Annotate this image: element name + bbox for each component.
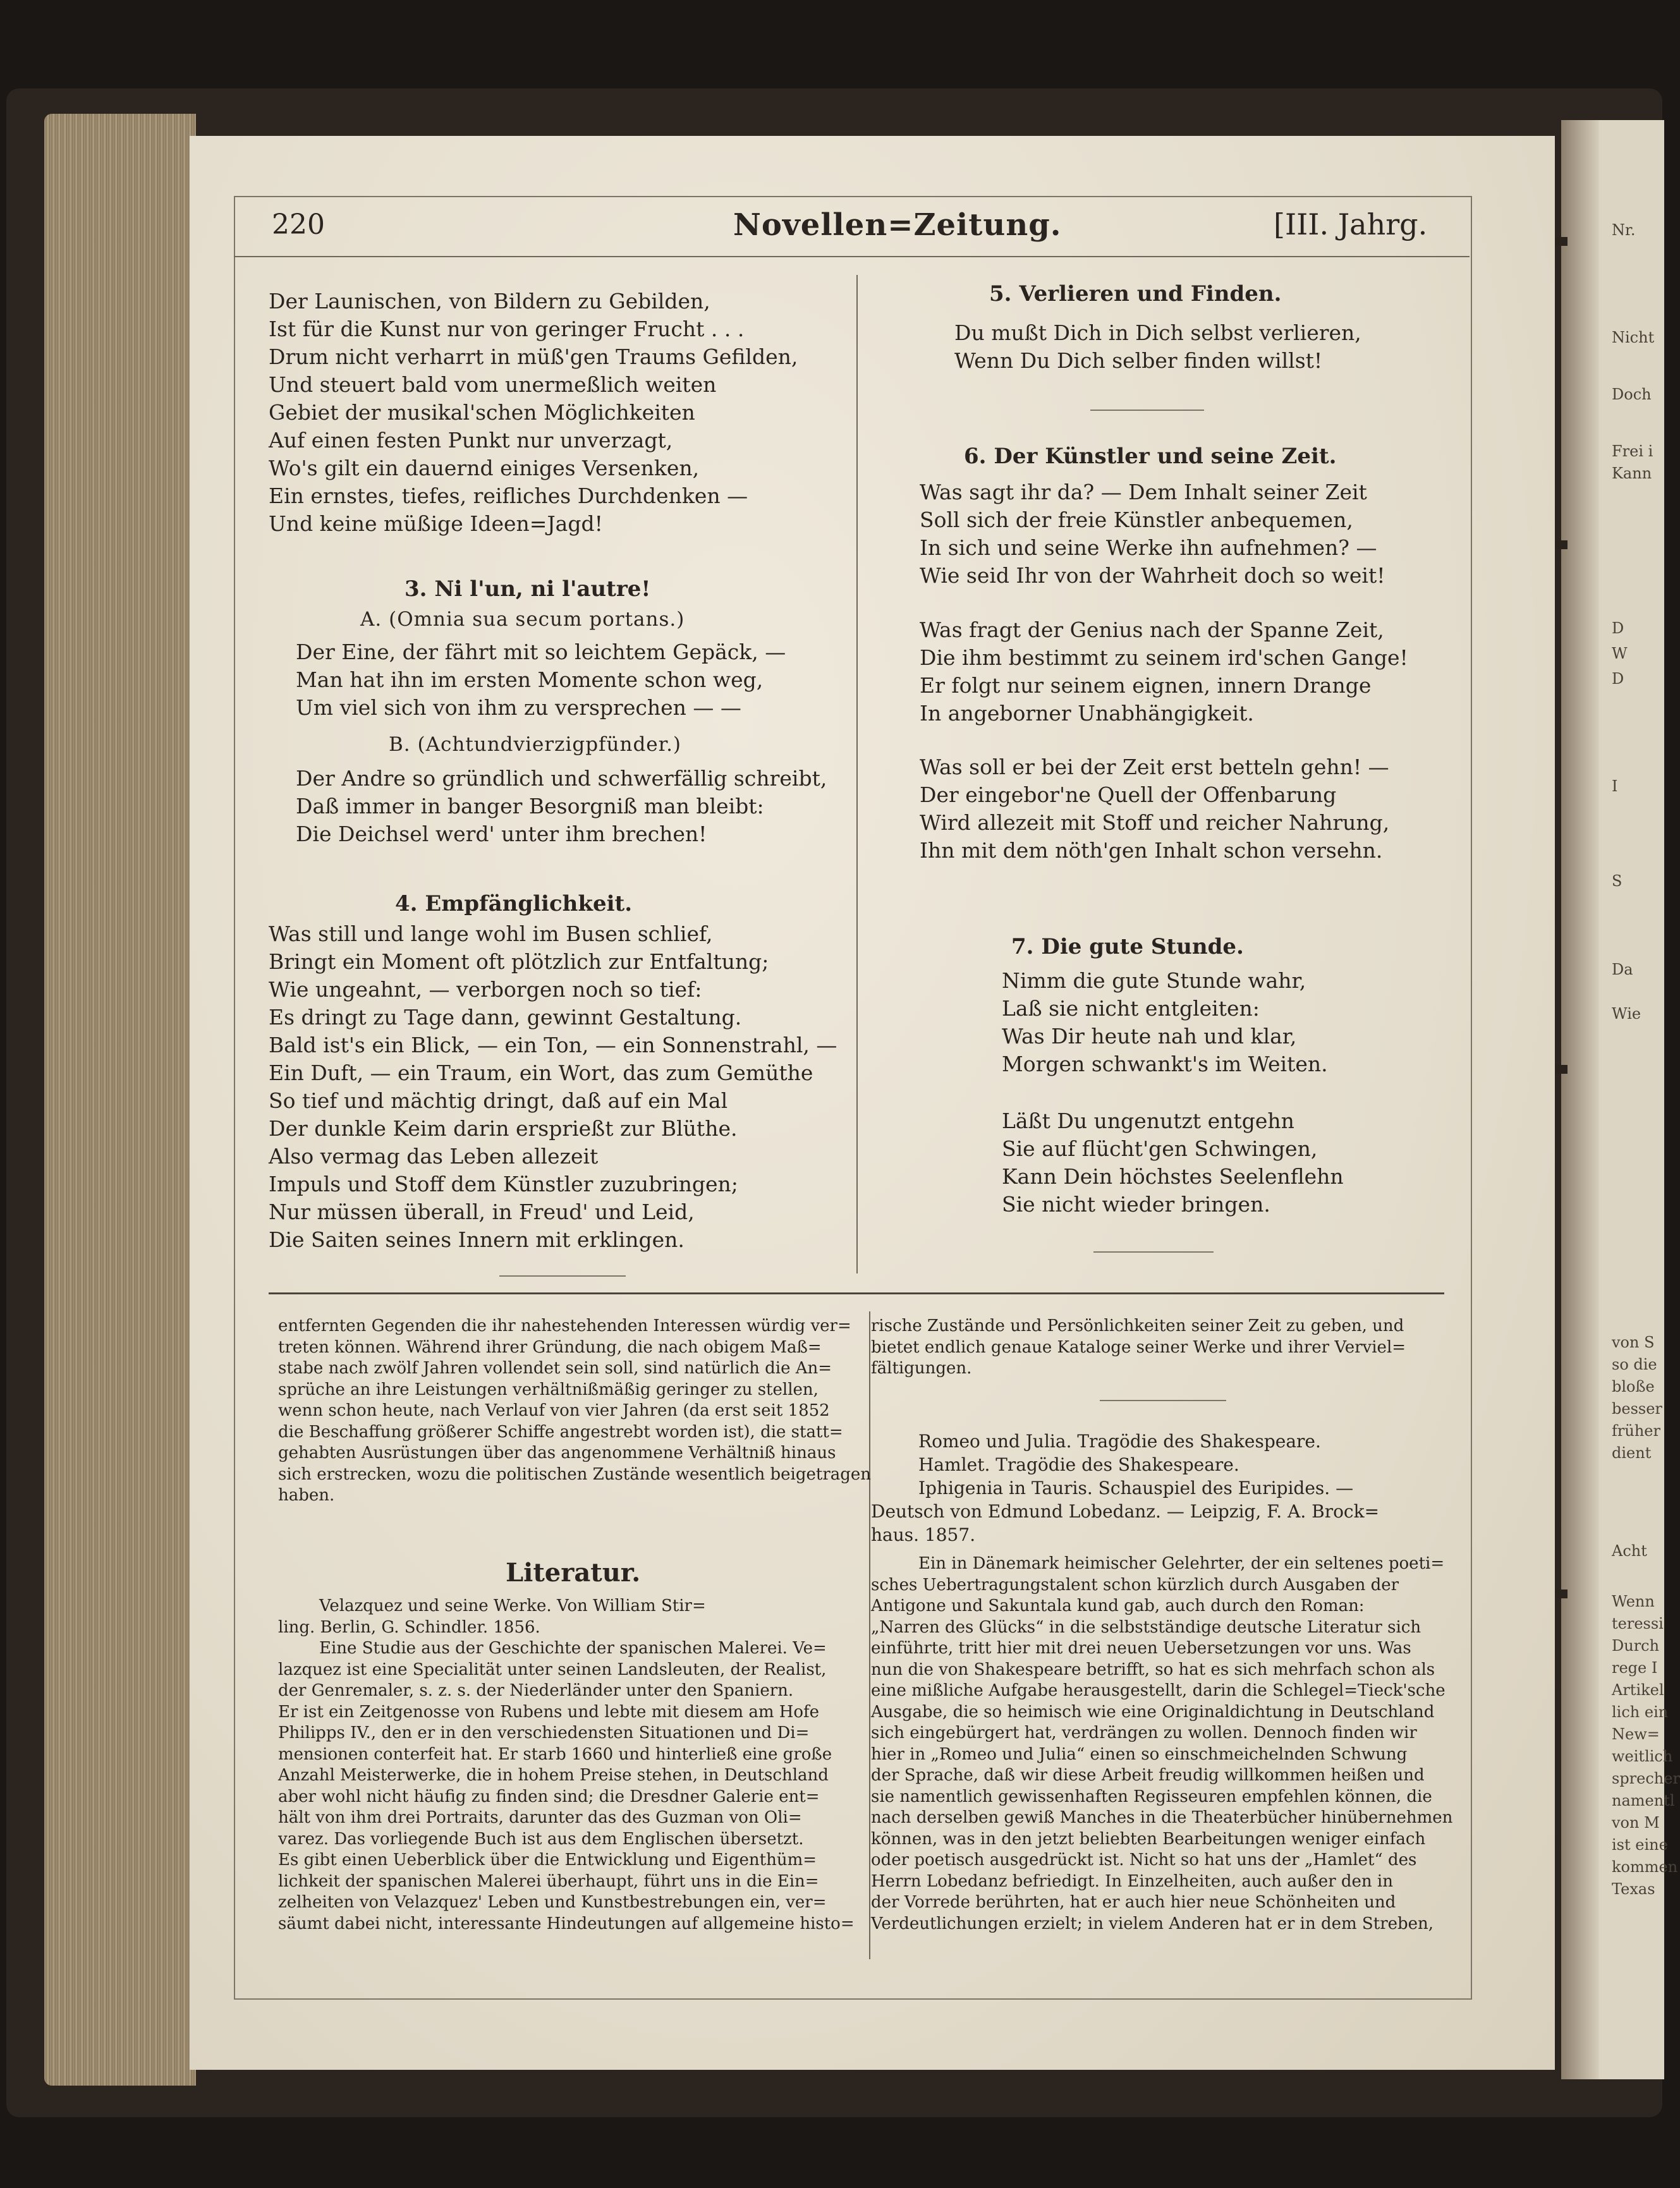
text-line: Hamlet. Tragödie des Shakespeare. [918,1454,1239,1475]
poem-end-rule [499,1275,626,1277]
poem-line: Was soll er bei der Zeit erst betteln gehn! — [920,755,1389,779]
text-line: Eine Studie aus der Geschichte der spanischen Malerei. Ve= [319,1639,827,1658]
page-block-edges [44,114,196,2086]
poem-6-stanza-2 [920,616,1408,727]
poem-separator [1090,410,1204,411]
poem-3-subtitle-a: A. (Omnia sua secum portans.) [360,608,685,631]
facing-page-text: Frei i [1612,442,1653,460]
facing-page-text: Durch [1612,1637,1660,1655]
poem-line: Ist für die Kunst nur von geringer Frucht . . . [269,317,745,341]
text-line: hier in „Romeo und Julia“ einen so einschmeichelnden Schwung [871,1744,1408,1764]
poem-7-stanza-2 [1002,1107,1344,1219]
lobedanz-review [871,1553,1453,1935]
facing-page-text: früher [1612,1422,1660,1440]
poem-end-rule [1093,1251,1214,1253]
poem-line: Wie ungeahnt, — verborgen noch so tief: [269,977,702,1002]
facing-page-text: Da [1612,961,1633,978]
text-line: nun die von Shakespeare betrifft, so hat es sich mehrfach schon als [871,1660,1435,1679]
poem-5-title: 5. Verlieren und Finden. [989,281,1282,307]
facing-page-text: D [1612,670,1624,688]
facing-page-text: lich ein [1612,1703,1669,1721]
poem-6-stanza-1 [920,478,1385,590]
review-separator [1100,1400,1226,1401]
poem-line: Auf einen festen Punkt nur unverzagt, [269,428,673,453]
text-line: Ausgabe, die so heimisch wie eine Originaldichtung in Deutschland [871,1702,1435,1722]
poem-line: Sie nicht wieder bringen. [1002,1192,1270,1217]
section-divider [269,1292,1444,1294]
text-line: lichkeit der spanischen Malerei überhaupt, führt uns in die Ein= [278,1871,819,1891]
poem-line: Bringt ein Moment oft plötzlich zur Entfaltung; [269,949,769,974]
poem-line: Der Launischen, von Bildern zu Gebilden, [269,289,710,313]
text-line: einführte, tritt hier mit drei neuen Uebersetzungen vor uns. Was [871,1639,1411,1658]
poem-line: In angeborner Unabhängigkeit. [920,701,1254,726]
facing-page-text: S [1612,872,1622,890]
poem-line: Die ihm bestimmt zu seinem ird'schen Gange! [920,645,1408,670]
text-line: Antigone und Sakuntala kund gab, auch durch den Roman: [871,1596,1365,1615]
poem-line: Morgen schwankt's im Weiten. [1002,1052,1328,1076]
facing-page-text: Texas [1612,1880,1655,1898]
text-line: sprüche an ihre Leistungen verhältnißmäßig geringer zu stellen, [278,1380,819,1399]
text-line: haben. [278,1486,335,1505]
poem-3b [296,765,827,848]
poem-4 [269,920,837,1254]
facing-page-text: Nicht [1612,329,1655,346]
text-line: sie namentlich gewissenhaften Regisseuren empfehlen können, die [871,1787,1432,1806]
facing-page-text: W [1612,645,1628,662]
text-line: treten können. Während ihrer Gründung, die nach obigem Maß= [278,1337,822,1357]
facing-page-text: von S [1612,1334,1655,1351]
poem-line: Um viel sich von ihm zu versprechen — — [296,695,741,720]
facing-page-text: sprecher [1612,1770,1680,1787]
facing-page-text: namentl [1612,1792,1675,1809]
text-line: Iphigenia in Tauris. Schauspiel des Euripides. — [918,1478,1354,1498]
poem-line: Du mußt Dich in Dich selbst verlieren, [954,320,1361,345]
gutter-shadow [1561,120,1599,2079]
facing-page [1561,120,1680,2079]
facing-page-text: I [1612,777,1618,795]
text-line: Deutsch von Edmund Lobedanz. — Leipzig, F. A. Brock= [871,1501,1380,1522]
text-line: der Vorrede berührten, hat er auch hier neue Schönheiten und [871,1893,1396,1912]
facing-page-text: von M [1612,1814,1660,1832]
poem-line: Laß sie nicht entgleiten: [1002,996,1260,1021]
poem-line: Sie auf flücht'gen Schwingen, [1002,1136,1318,1161]
poem-4-title: 4. Empfänglichkeit. [395,891,633,916]
text-line: ling. Berlin, G. Schindler. 1856. [278,1617,540,1637]
text-line: Ein in Dänemark heimischer Gelehrter, der ein seltenes poeti= [918,1554,1445,1573]
text-line: Er ist ein Zeitgenosse von Rubens und lebte mit diesem am Hofe [278,1702,820,1722]
text-line: sich eingebürgert hat, verdrängen zu wollen. Dennoch finden wir [871,1723,1417,1742]
text-line: varez. Das vorliegende Buch ist aus dem Englischen übersetzt. [278,1829,804,1849]
header-rule [234,256,1470,257]
text-line: „Narren des Glücks“ in die selbstständige deutsche Literatur sich [871,1617,1421,1637]
poem-line: Ein ernstes, tiefes, reifliches Durchdenken — [269,483,748,508]
poem-line: Die Saiten seines Innern mit erklingen. [269,1227,685,1252]
poem-line: Man hat ihn im ersten Momente schon weg, [296,667,764,692]
text-line: der Genremaler, s. z. s. der Niederländer unter den Spaniern. [278,1681,794,1700]
page-number: 220 [272,209,325,241]
poem-line: Soll sich der freie Künstler anbequemen, [920,507,1353,532]
poem-intro [269,288,798,538]
poem-line: Bald ist's ein Blick, — ein Ton, — ein Sonnenstrahl, — [269,1033,837,1057]
facing-page-text: dient [1612,1444,1652,1462]
text-line: haus. 1857. [871,1524,976,1545]
poem-line: Der dunkle Keim darin ersprießt zur Blüthe. [269,1116,738,1141]
poem-line: So tief und mächtig dringt, daß auf ein Mal [269,1088,728,1113]
poem-line: Nur müssen überall, in Freud' und Leid, [269,1200,695,1224]
text-line: fältigungen. [871,1359,972,1378]
text-line: entfernten Gegenden die ihr nahestehenden Interessen würdig ver= [278,1316,851,1335]
text-line: sich erstrecken, wozu die politischen Zustände wesentlich beigetragen [278,1464,872,1484]
poem-6-title: 6. Der Künstler und seine Zeit. [964,444,1337,469]
poem-line: Der Eine, der fährt mit so leichtem Gepäck, — [296,640,786,664]
text-line: Romeo und Julia. Tragödie des Shakespeare. [918,1431,1321,1452]
text-line: Anzahl Meisterwerke, die in hohem Preise stehen, in Deutschland [278,1766,829,1785]
velazquez-review-continuation [871,1316,1449,1380]
facing-page-text: teressi [1612,1615,1664,1632]
poem-3-subtitle-b: B. (Achtundvierzigpfünder.) [389,733,682,756]
poem-line: Wo's gilt ein dauernd einiges Versenken, [269,456,700,480]
facing-page-text: so die [1612,1356,1657,1373]
text-line: oder poetisch ausgedrückt ist. Nicht so hat uns der „Hamlet“ des [871,1851,1417,1869]
text-line: lazquez ist eine Specialität unter seinen Landsleuten, der Realist, [278,1660,827,1679]
facing-page-text: bloße [1612,1378,1655,1395]
facing-page-text: besser [1612,1400,1662,1418]
poem-line: Die Deichsel werd' unter ihm brechen! [296,822,707,846]
text-line: rische Zustände und Persönlichkeiten seiner Zeit zu geben, und [871,1316,1404,1335]
poem-7-title: 7. Die gute Stunde. [1011,934,1244,959]
text-line: Velazquez und seine Werke. Von William Stir= [319,1596,706,1615]
poem-line: Wird allezeit mit Stoff und reicher Nahrung, [920,810,1390,835]
facing-page-text: Doch [1612,386,1652,403]
velazquez-review [278,1596,855,1935]
poem-line: Was still und lange wohl im Busen schlief, [269,921,713,946]
poem-5 [954,319,1361,375]
poem-line: Läßt Du ungenutzt entgehn [1002,1109,1294,1133]
text-line: die Beschaffung größerer Schiffe angestrebt worden ist), die statt= [278,1422,843,1442]
poem-line: Nimm die gute Stunde wahr, [1002,968,1306,993]
facing-page-text: Wenn [1612,1593,1655,1610]
facing-page-text: ist eine [1612,1836,1668,1854]
poem-line: Was sagt ihr da? — Dem Inhalt seiner Zeit [920,480,1367,504]
text-line: Herrn Lobedanz befriedigt. In Einzelheiten, auch außer den in [871,1871,1393,1891]
poem-line: Der Andre so gründlich und schwerfällig schreibt, [296,766,827,791]
poem-line: Wenn Du Dich selber finden willst! [954,348,1323,373]
text-line: Philipps IV., den er in den verschiedensten Situationen und Di= [278,1723,810,1742]
poem-line: Gebiet der musikal'schen Möglichkeiten [269,400,695,425]
text-line: hält von ihm drei Portraits, darunter das des Guzman von Oli= [278,1808,802,1827]
poem-6-stanza-3 [920,753,1389,865]
poem-line: Was fragt der Genius nach der Spanne Zeit, [920,617,1384,642]
text-line: Es gibt einen Ueberblick über die Entwicklung und Eigenthüm= [278,1851,817,1869]
poem-line: Er folgt nur seinem eignen, innern Drange [920,673,1372,698]
section-heading-literatur: Literatur. [506,1558,641,1588]
facing-page-text: Acht [1612,1542,1647,1560]
text-line: stabe nach zwölf Jahren vollendet sein soll, sind natürlich die An= [278,1359,832,1378]
poem-line: Daß immer in banger Besorgniß man bleibt: [296,794,764,818]
facing-page-text: Artikel [1612,1681,1664,1699]
poem-line: Und steuert bald vom unermeßlich weiten [269,372,717,397]
poem-line: Es dringt zu Tage dann, gewinnt Gestaltung. [269,1005,742,1030]
journal-title: Novellen=Zeitung. [733,207,1062,243]
text-line: können, was in den jetzt beliebten Bearbeitungen weniger einfach [871,1829,1426,1849]
text-line: säumt dabei nicht, interessante Hindeutungen auf allgemeine histo= [278,1914,855,1933]
facing-page-text: weitlich [1612,1747,1673,1765]
lobedanz-titles [871,1430,1449,1547]
text-line: mensionen conterfeit hat. Er starb 1660 und hinterließ eine große [278,1744,832,1764]
poem-line: Also vermag das Leben allezeit [269,1144,599,1169]
facing-page-text: D [1612,619,1624,637]
poem-line: In sich und seine Werke ihn aufnehmen? — [920,535,1377,560]
facing-page-text: Wie [1612,1005,1641,1023]
text-line: aber wohl nicht häufig zu finden sind; die Dresdner Galerie ent= [278,1787,820,1806]
facing-page-text: Kann [1612,465,1652,482]
column-divider [856,275,858,1273]
text-line: bietet endlich genaue Kataloge seiner Werke und ihrer Verviel= [871,1337,1406,1357]
poem-7-stanza-1 [1002,967,1328,1078]
poem-line: Der eingebor'ne Quell der Offenbarung [920,782,1337,807]
volume-label: [III. Jahrg. [1274,207,1428,241]
text-line: der Sprache, daß wir diese Arbeit freudig willkommen heißen und [871,1766,1425,1785]
facing-page-text: Nr. [1612,221,1636,239]
text-line: nach derselben gewiß Manches in die Theaterbücher hinübernehmen [871,1808,1453,1827]
text-line: gehabten Ausrüstungen über das angenommene Verhältniß hinaus [278,1443,836,1462]
facing-page-text: kommen [1612,1858,1678,1876]
poem-3-title: 3. Ni l'un, ni l'autre! [405,576,651,602]
poem-line: Kann Dein höchstes Seelenflehn [1002,1164,1344,1189]
text-line: eine mißliche Aufgabe herausgestellt, darin die Schlegel=Tieck'sche [871,1681,1446,1700]
text-line: wenn schon heute, nach Verlauf von vier Jahren (da erst seit 1852 [278,1401,830,1420]
poem-line: Ein Duft, — ein Traum, ein Wort, das zum Gemüthe [269,1061,813,1085]
poem-line: Wie seid Ihr von der Wahrheit doch so weit! [920,563,1385,588]
poem-line: Drum nicht verharrt in müß'gen Traums Gefilden, [269,344,798,369]
text-line: Verdeutlichungen erzielt; in vielem Anderen hat er in dem Streben, [871,1914,1434,1933]
article-continuation [278,1316,872,1507]
column-divider [869,1311,870,1959]
facing-page-text: rege I [1612,1659,1658,1677]
facing-page-text: New= [1612,1725,1660,1743]
poem-3a [296,638,786,722]
poem-line: Impuls und Stoff dem Künstler zuzubringen; [269,1172,738,1196]
text-line: zelheiten von Velazquez' Leben und Kunstbestrebungen ein, ver= [278,1893,827,1912]
text-line: sches Uebertragungstalent schon kürzlich durch Ausgaben der [871,1575,1399,1595]
poem-line: Was Dir heute nah und klar, [1002,1024,1297,1048]
poem-line: Ihn mit dem nöth'gen Inhalt schon versehn. [920,838,1383,863]
poem-line: Und keine müßige Ideen=Jagd! [269,511,603,536]
